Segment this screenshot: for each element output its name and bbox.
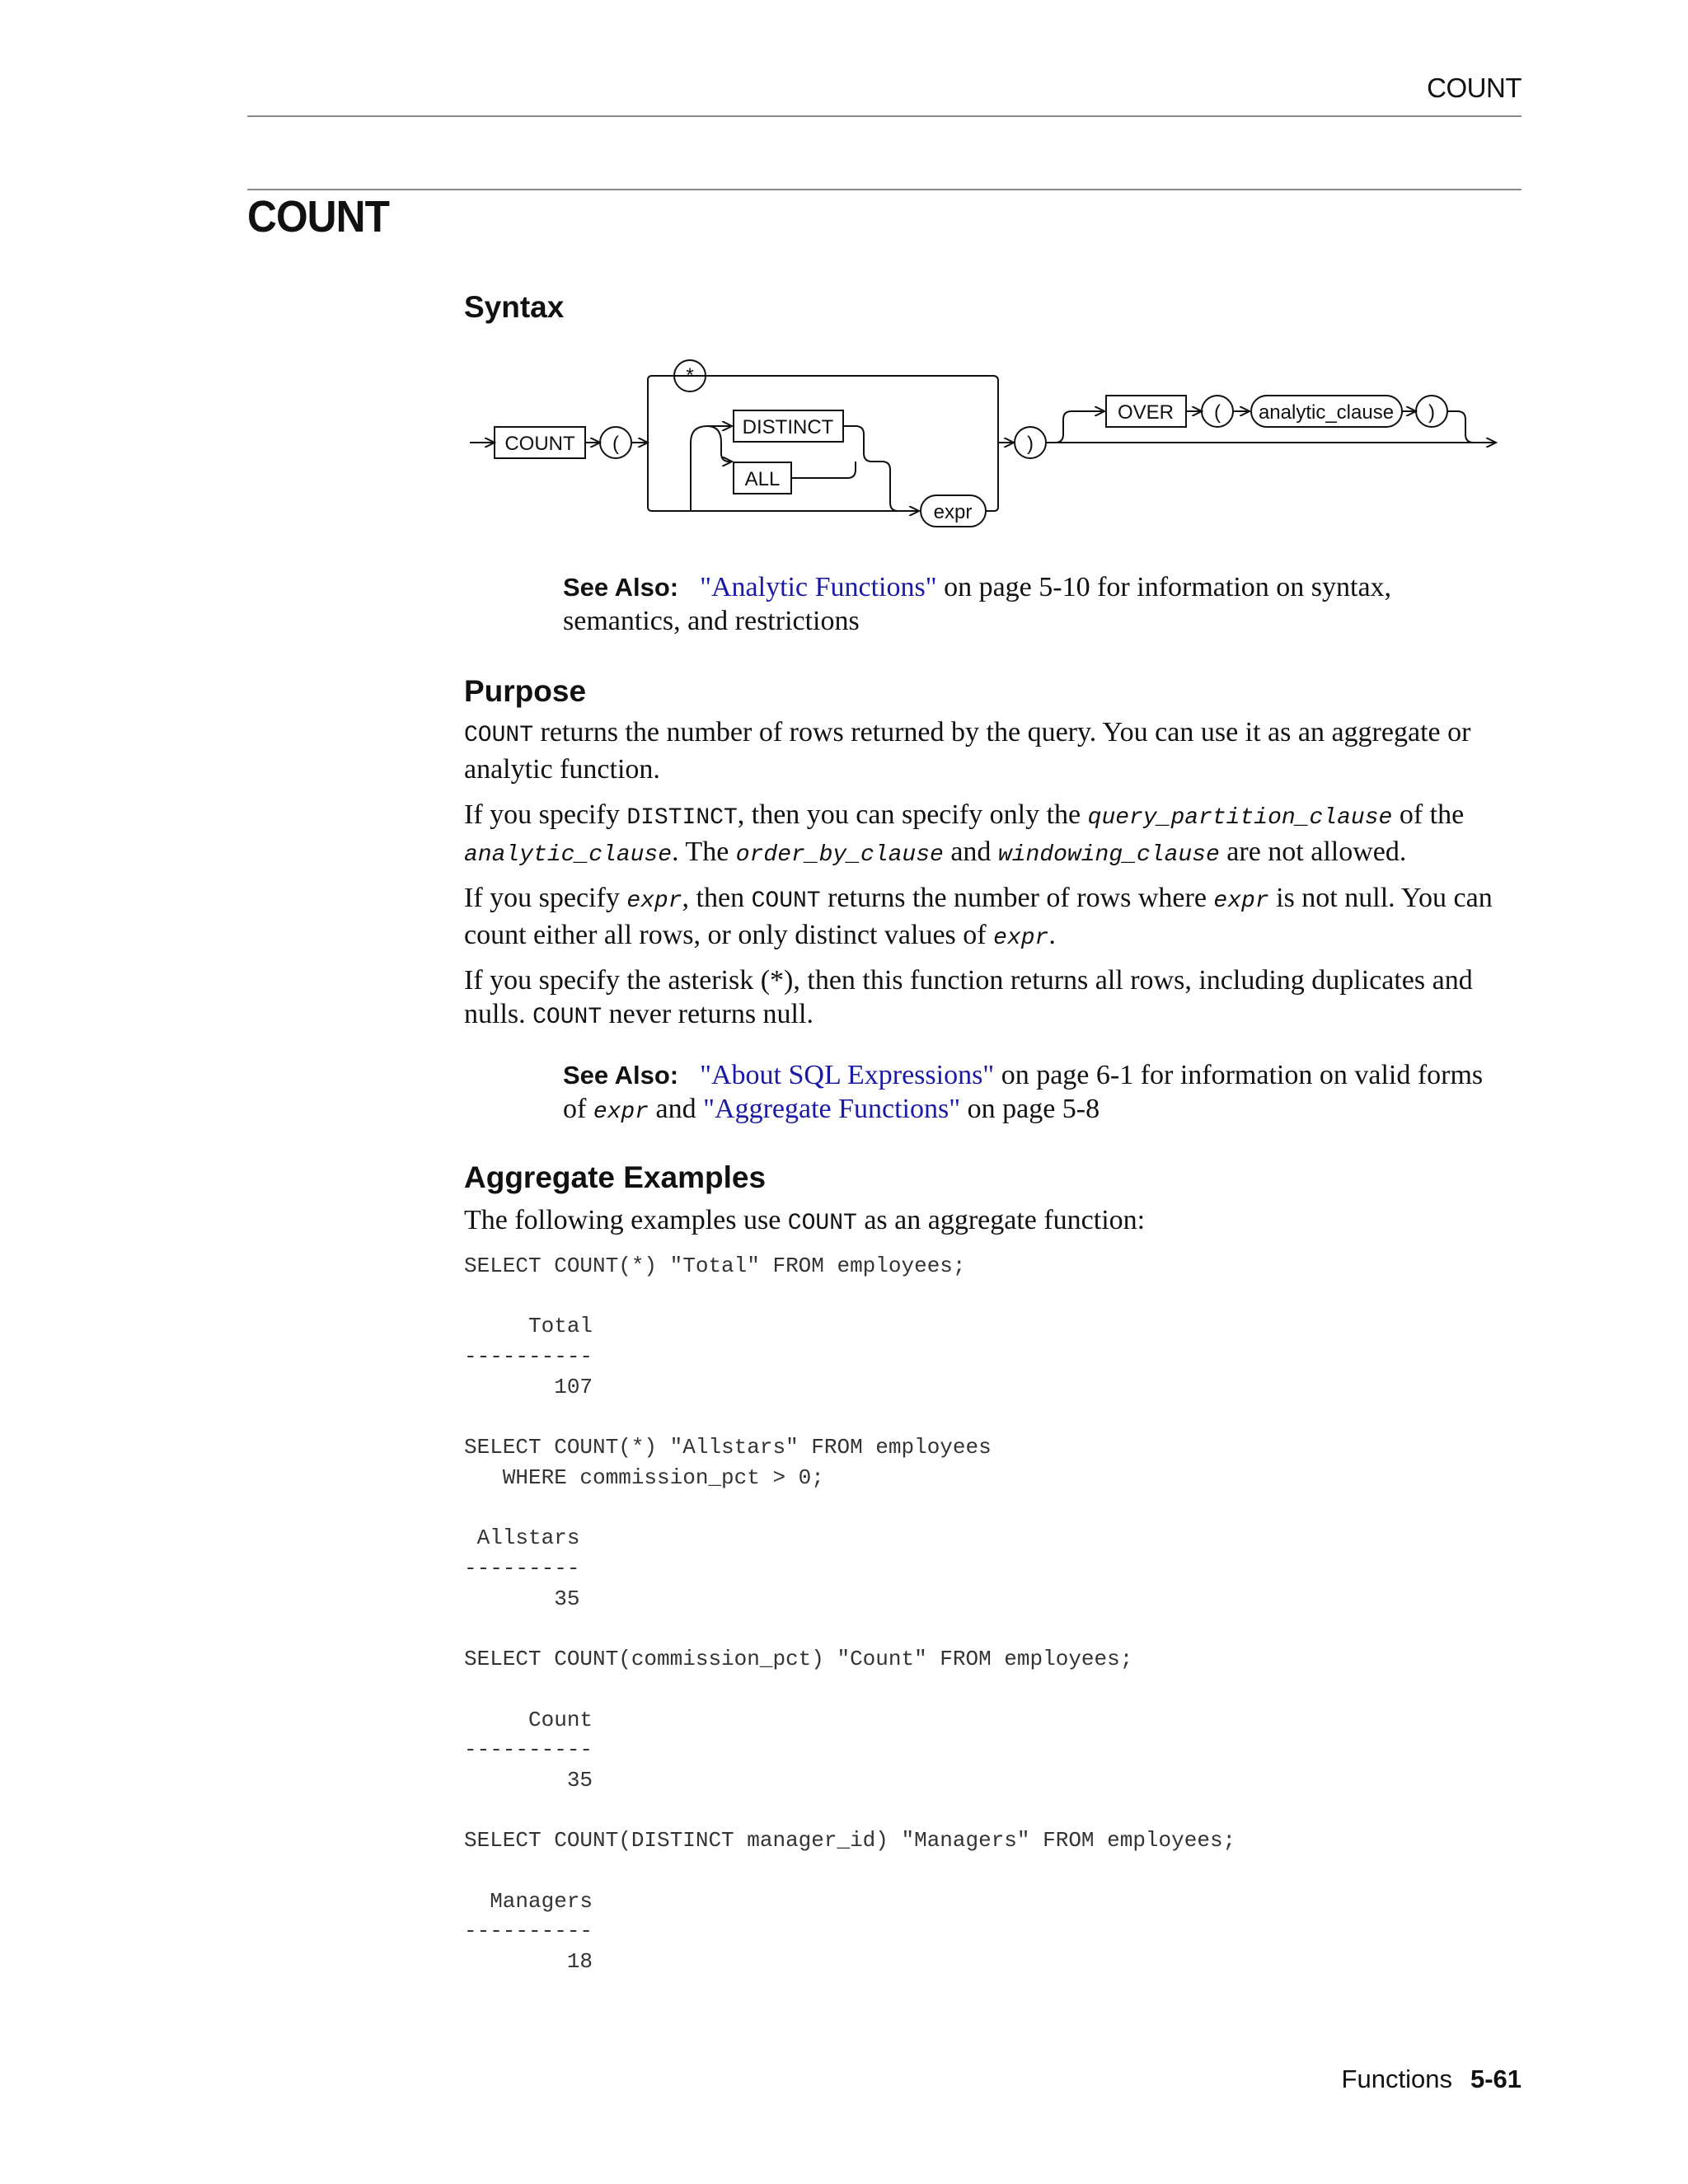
see-also-label: See Also: <box>563 573 679 602</box>
see-also-label: See Also: <box>563 1061 679 1090</box>
page-title: COUNT <box>247 192 390 241</box>
aggregate-functions-link[interactable]: "Aggregate Functions" <box>703 1094 961 1124</box>
sql-expressions-link[interactable]: "About SQL Expressions" <box>700 1060 995 1090</box>
count-label: COUNT <box>504 433 575 455</box>
expr-label: expr <box>933 501 973 523</box>
analytic-functions-link[interactable]: "Analytic Functions" <box>700 572 937 602</box>
purpose-paragraph-3: If you specify expr, then COUNT returns the number of rows where expr is not null. You can count either all rows, or only distinct values of expr. <box>464 883 1493 951</box>
purpose-paragraph-2: If you specify DISTINCT, then you can specify only the query_partition_clause of the analytic_clause. The order_by_clause and windowing_clause are not allowed. <box>464 799 1465 868</box>
syntax-diagram <box>462 350 1508 536</box>
header-rule <box>247 115 1522 117</box>
all-label: ALL <box>744 468 781 490</box>
star-label: * <box>686 364 694 387</box>
lparen-label: ( <box>612 433 619 455</box>
purpose-paragraph-1: COUNT returns the number of rows returned by the query. You can use it as an aggregate or analytic function. <box>464 717 1471 785</box>
over-label: OVER <box>1117 401 1175 424</box>
rparen-label: ) <box>1027 433 1034 455</box>
over-rparen-label: ) <box>1428 401 1435 424</box>
see-also-text: on page 5-10 for information on syntax, semantics, and restrictions <box>563 572 1392 636</box>
analytic-clause-label: analytic_clause <box>1258 401 1395 424</box>
distinct-label: DISTINCT <box>742 416 834 438</box>
code-example: SELECT COUNT(*) "Total" FROM employees; Total ---------- 107 SELECT COUNT(*) "Allstars" FROM employees WHERE commission_pct > 0; Allstars --------- 35 SELECT COUNT(commission_pct) "Count" FROM employees; Count ---------- 35 SELECT COUNT(DISTINCT manager_id) "Managers" FROM employees; Managers ---------- 18 <box>464 1254 1236 1975</box>
page-number: 5-61 <box>1470 2064 1522 2093</box>
title-rule <box>247 189 1522 190</box>
footer-section: Functions <box>1341 2064 1452 2093</box>
aggregate-examples-heading: Aggregate Examples <box>464 1160 767 1194</box>
see-also-analytic <box>563 570 1503 638</box>
over-lparen-label: ( <box>1214 401 1221 424</box>
purpose-heading: Purpose <box>464 674 587 708</box>
aggregate-intro: The following examples use COUNT as an aggregate function: <box>464 1205 1146 1236</box>
see-also-expressions: See Also: "About SQL Expressions" on page 6-1 for information on valid forms of expr and "Aggregate Functions" on page 5-8 <box>563 1060 1484 1125</box>
syntax-heading: Syntax <box>464 290 565 324</box>
running-header: COUNT <box>1427 73 1522 103</box>
page-footer <box>1342 2064 1522 2094</box>
purpose-paragraph-4: If you specify the asterisk (*), then this function returns all rows, including duplicates and nulls. COUNT never returns null. <box>464 965 1473 1030</box>
